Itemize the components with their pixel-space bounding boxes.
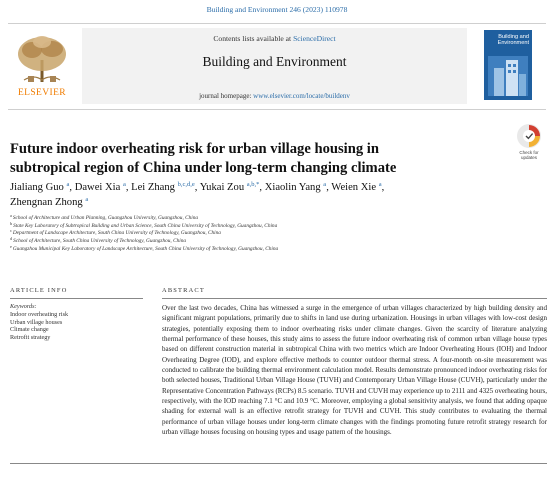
- contents-available-line: [82, 34, 467, 43]
- author-separator: ,: [125, 182, 132, 193]
- header-top-rule: [8, 23, 546, 24]
- author-separator: ,: [381, 182, 385, 193]
- badge-label-line: updates: [520, 155, 537, 160]
- journal-homepage-link[interactable]: www.elsevier.com/locate/buildenv: [253, 92, 350, 100]
- affiliation-item: [10, 238, 540, 246]
- journal-name[interactable]: Building and Environment: [202, 54, 347, 69]
- keywords-label: Keywords:: [10, 303, 37, 310]
- cover-title-line: Building and: [498, 34, 529, 40]
- affiliation-mark: a: [10, 213, 12, 218]
- affiliation-mark: e: [10, 243, 12, 249]
- check-for-updates-label[interactable]: [506, 150, 552, 160]
- cover-title-line: Environment: [497, 40, 529, 47]
- author-affiliation-mark[interactable]: a: [66, 181, 70, 188]
- affiliation-item: [10, 243, 540, 254]
- elsevier-wordmark: ELSEVIER: [17, 88, 67, 98]
- author-affiliation-mark[interactable]: a,b,*: [246, 181, 260, 188]
- article-info-rule: [10, 298, 143, 299]
- author-affiliation-mark[interactable]: a: [378, 181, 382, 188]
- author-name[interactable]: Jialiang Guo: [10, 182, 64, 193]
- abstract-rule: [162, 298, 547, 299]
- author-list: [10, 180, 540, 210]
- keyword-item: Indoor overheating risk: [10, 311, 69, 318]
- journal-homepage-line: [82, 92, 467, 100]
- affiliation-mark: b: [10, 220, 13, 226]
- affiliation-item: [10, 230, 540, 238]
- article-title: Future indoor overheating risk for urban village housing in subtropical region of China under long-term changing climate: [10, 141, 397, 176]
- author-affiliation-mark[interactable]: b,c,d,e: [177, 181, 195, 188]
- author-affiliation-mark[interactable]: a: [323, 181, 327, 188]
- author-name[interactable]: Weien Xie: [331, 182, 377, 193]
- cover-building-image-icon: [488, 56, 528, 96]
- header-bottom-rule: [8, 109, 546, 110]
- affiliation-text: Guangzhou Municipal Key Laboratory of Landscape Architecture, South China University of Technology, Guangzhou, China: [12, 245, 279, 252]
- abstract-text: Over the last two decades, China has witnessed a surge in the emergence of urban villages characterized by high building density and significant migrant populations, primarily due to shifts in land use during urbanization. Housings in urban villages with low-cost design strategies, potentially exposing them to indoor overheating risks under climate changes. Given the scarcity of literature analyzing thermal performance of these houses, this study aims to assess the future indoor overheating risk of common urban village house types based on different construction material in subtropical China with two metrics which are Indoor Overheating Hours (IOH) and Indoor Overheating Degree (IOD), and explore effective methods to counter outdoor thermal stress. A four-month on-site measurement was conducted to calibrate the building thermal environment calculation model. Results demonstrate pronounced indoor overheating risks for both selected houses, Traditional Urban Village House (TUVH) and Contemporary Urban Village House (CUVH), particularly under the Representative Concentration Pathways (RCPs) 8.5 scenario. TUVH and CUVH may experience up to 2111 and 4325 overheating hours, respectively, with the IOD reaching 7.1 °C and 10.9 °C. Moreover, employing a global sensitivity analysis, we found that adding opaque shading for external wall is an effective retrofit strategy for TUVH and CUVH. This study contributes to evaluating the thermal performance of urban village houses under long-term climate changes with the findings promoting future retrofit strategy research for urban village houses focusing on housing types and usage pattern of the housings.: [162, 304, 547, 437]
- author-separator: ,: [326, 182, 332, 193]
- author-name[interactable]: Xiaolin Yang: [264, 182, 321, 193]
- article-info-heading: ARTICLE INFO: [10, 287, 68, 294]
- homepage-prefix: journal homepage:: [199, 92, 254, 100]
- author-name[interactable]: Lei Zhang: [131, 182, 175, 193]
- front-matter-bottom-rule: [10, 463, 547, 464]
- abstract-heading: ABSTRACT: [162, 287, 205, 294]
- badge-label-line: Check for: [519, 150, 539, 155]
- keyword-item: Retrofit strategy: [10, 333, 51, 341]
- contents-prefix: Contents lists available at: [213, 34, 294, 43]
- cover-title: [487, 34, 529, 47]
- author-separator: ,: [194, 182, 200, 193]
- author-affiliation-mark[interactable]: a: [122, 181, 126, 188]
- journal-citation[interactable]: Building and Environment 246 (2023) 110978: [206, 5, 348, 14]
- keyword-list: [10, 311, 68, 341]
- sciencedirect-link[interactable]: ScienceDirect: [293, 34, 336, 43]
- affiliation-text: School of Architecture, South China University of Technology, Guangzhou, China: [13, 238, 187, 245]
- affiliation-text: School of Architecture and Urban Planning, Guangzhou University, Guangzhou, China: [12, 215, 199, 221]
- affiliation-mark: d: [10, 236, 13, 242]
- author-name[interactable]: Zhengnan Zhong: [10, 197, 83, 208]
- author-name[interactable]: Dawei Xia: [74, 182, 121, 193]
- author-affiliation-mark[interactable]: a: [85, 196, 89, 203]
- author-name[interactable]: Yukai Zou: [199, 182, 245, 193]
- check-for-updates-icon[interactable]: [516, 123, 542, 149]
- affiliation-text: State Key Laboratory of Subtropical Building and Urban Science, South China University of Technology, Guangzhou, China: [13, 222, 278, 229]
- keyword-item: Urban village houses: [10, 318, 63, 326]
- affiliation-text: Department of Landscape Architecture, South China University of Technology, Guangzhou, China: [12, 230, 221, 237]
- affiliation-mark: c: [10, 228, 12, 234]
- author-separator: ,: [259, 182, 265, 193]
- author-separator: ,: [69, 182, 75, 193]
- keyword-item: Climate change: [10, 326, 49, 334]
- affiliation-item: [10, 215, 540, 223]
- affiliation-list: [10, 215, 540, 254]
- journal-cover-thumbnail[interactable]: [484, 30, 532, 100]
